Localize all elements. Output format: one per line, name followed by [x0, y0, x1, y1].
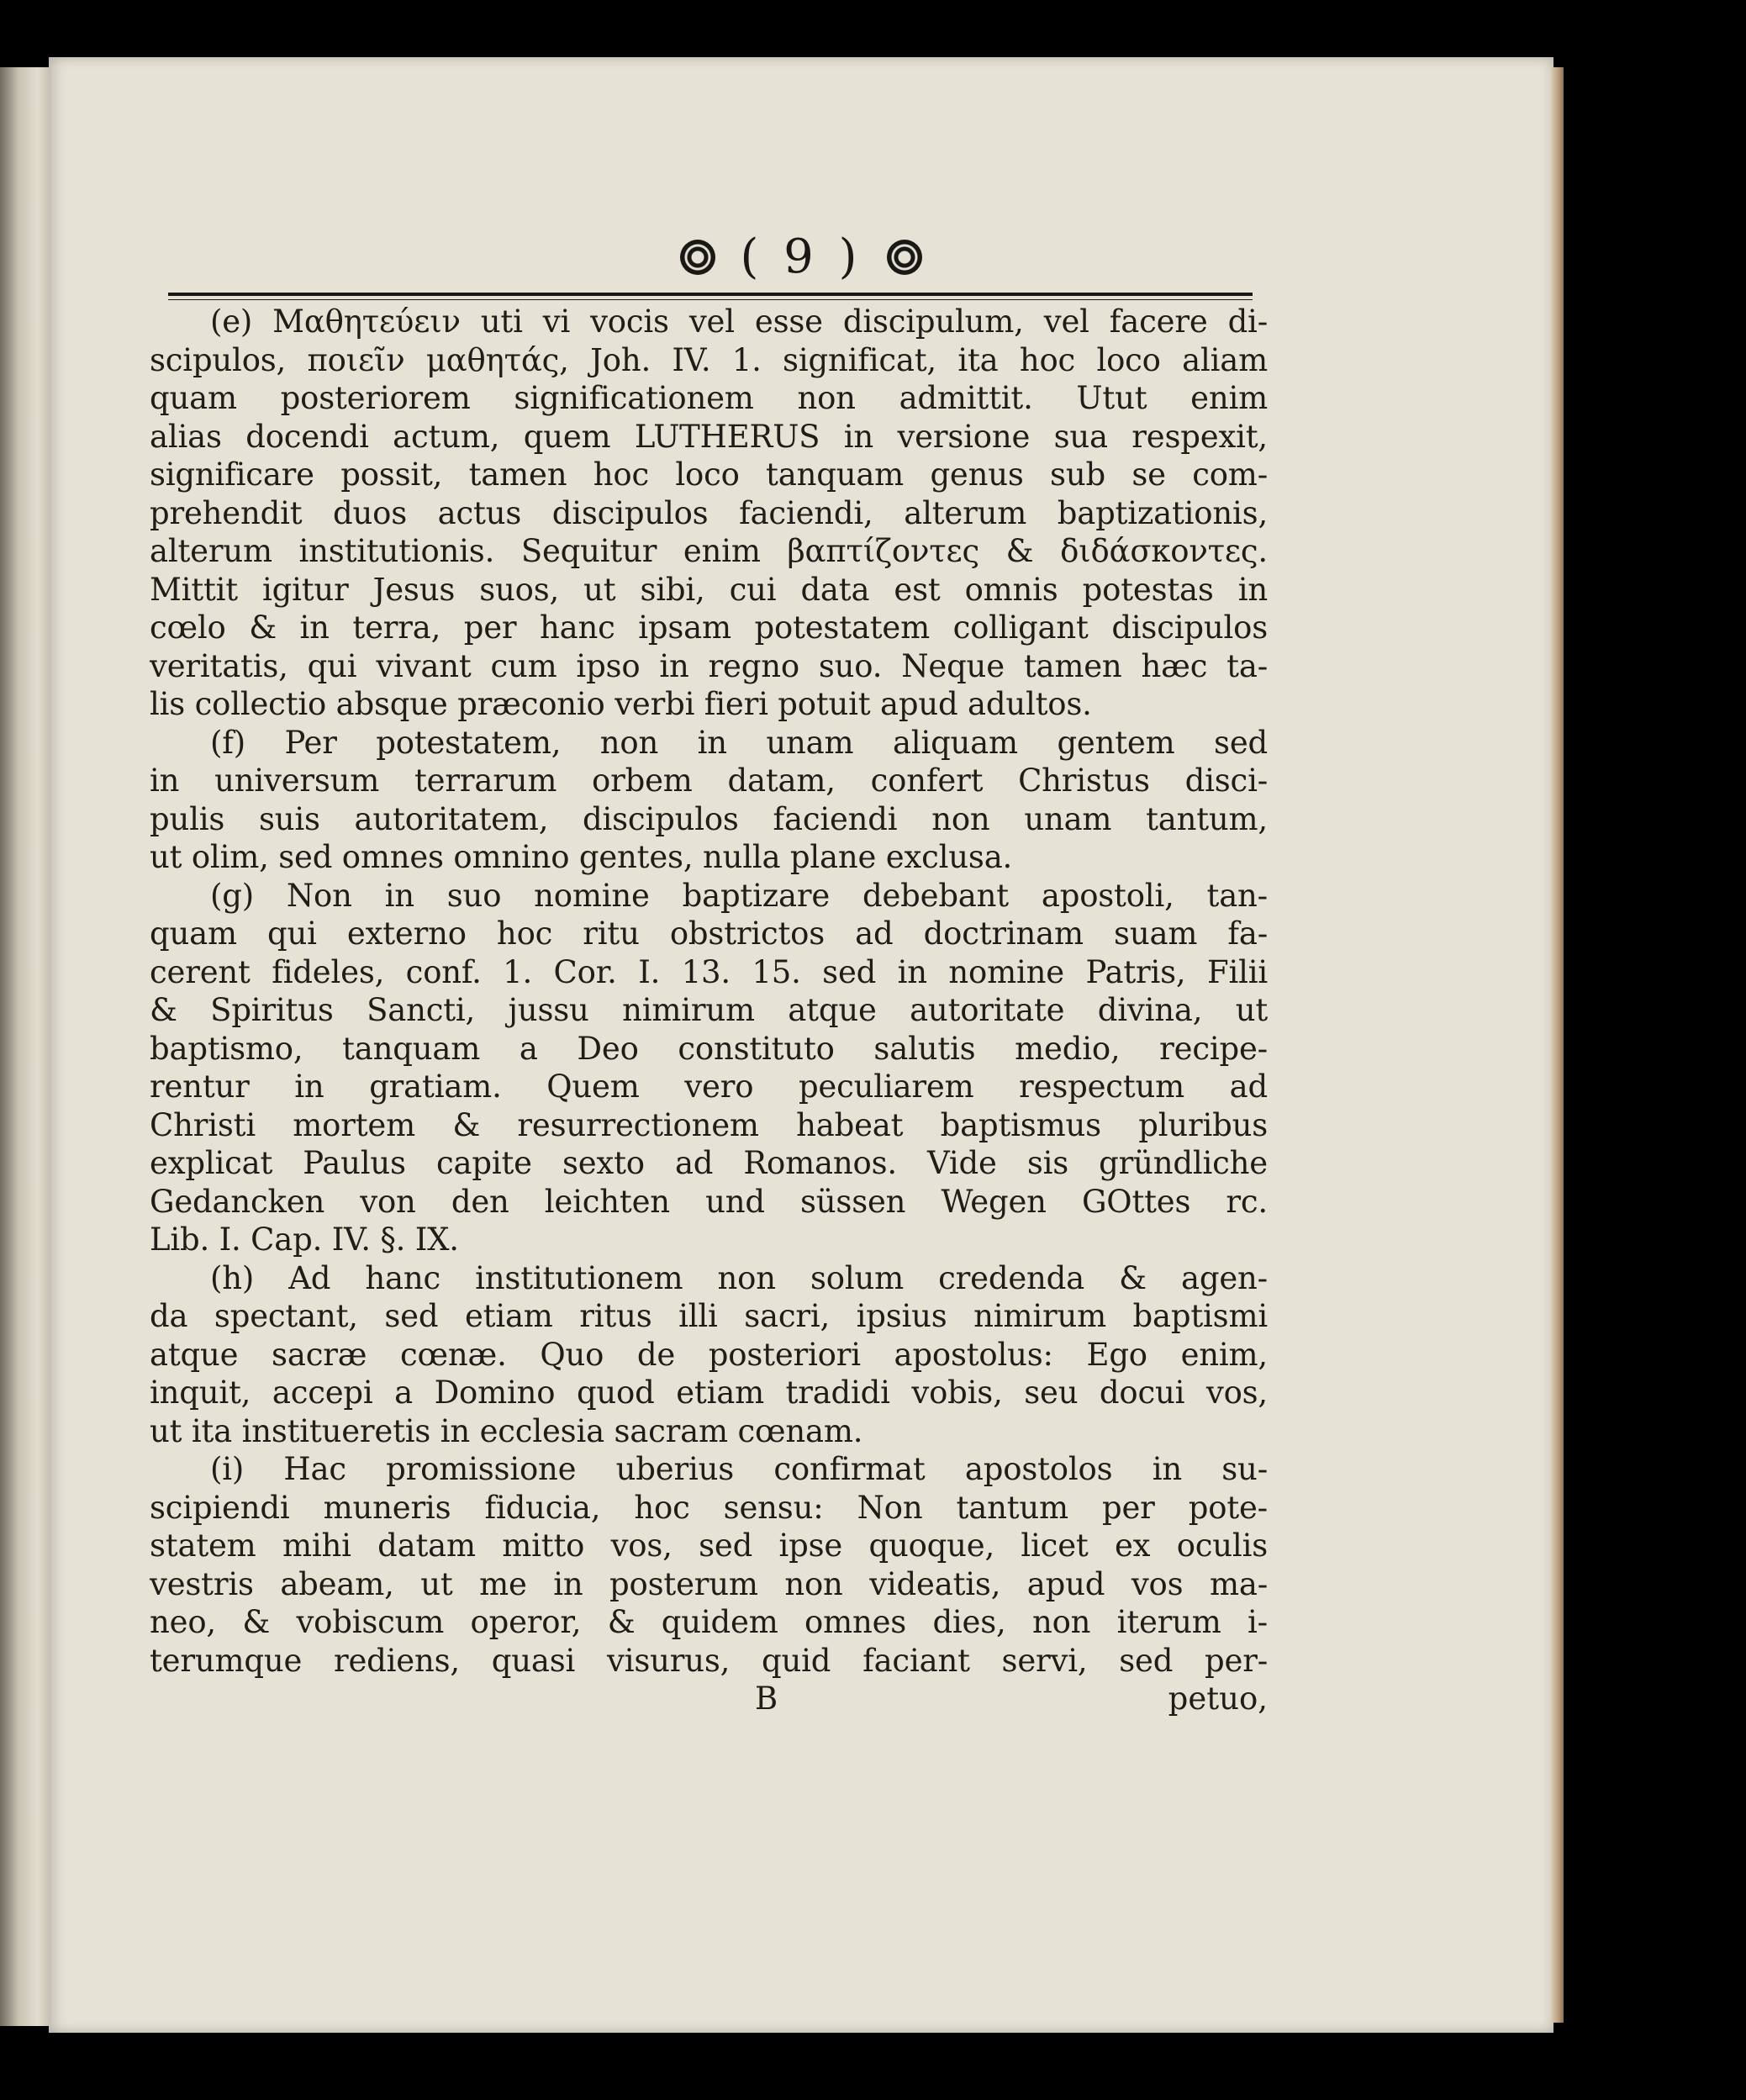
text-line: quam posteriorem significationem non admittit. Utut enim: [150, 380, 1268, 416]
text-line: inquit, accepi a Domino quod etiam tradidi vobis, seu docui vos,: [150, 1374, 1268, 1411]
text-line: vestris abeam, ut me in posterum non videatis, apud vos ma-: [150, 1565, 1268, 1602]
text-line: prehendit duos actus discipulos faciendi, alterum baptizationis,: [150, 494, 1268, 531]
text-line: pulis suis autoritatem, discipulos faciendi non unam tantum,: [150, 800, 1268, 837]
text-line: in universum terrarum orbem datam, confert Christus disci-: [150, 762, 1268, 799]
catchword: petuo,: [1168, 1681, 1268, 1717]
header-rule-thin: [168, 299, 1253, 300]
text-line: ut olim, sed omnes omnino gentes, nulla plane exclusa.: [150, 839, 1013, 875]
text-line: quam qui externo hoc ritu obstrictos ad doctrinam suam fa-: [150, 915, 1268, 952]
text-line: (e) Μαθητεύειν uti vi vocis vel esse discipulum, vel facere di-: [210, 303, 1268, 340]
text-line: statem mihi datam mitto vos, sed ipse quoque, licet ex oculis: [150, 1528, 1268, 1564]
text-line: veritatis, qui vivant cum ipso in regno suo. Neque tamen hæc ta-: [150, 647, 1268, 684]
page-fore-edge: [1552, 67, 1564, 2023]
book-page: [49, 57, 1553, 2033]
text-line: da spectant, sed etiam ritus illi sacri, ipsius nimirum baptismi: [150, 1298, 1268, 1334]
text-line: alterum institutionis. Sequitur enim βαπτίζοντες & διδάσκοντες.: [150, 533, 1268, 569]
text-line: cœlo & in terra, per hanc ipsam potestatem colligant discipulos: [150, 609, 1268, 646]
text-line: atque sacræ cœnæ. Quo de posteriori apostolus: Ego enim,: [150, 1336, 1268, 1373]
text-line: Mittit igitur Jesus suos, ut sibi, cui data est omnis potestas in: [150, 571, 1268, 608]
text-line: lis collectio absque præconio verbi fieri potuit apud adultos.: [150, 686, 1092, 722]
text-line: Christi mortem & resurrectionem habeat baptismus pluribus: [150, 1106, 1268, 1143]
text-line: (f) Per potestatem, non in unam aliquam gentem sed: [210, 724, 1268, 761]
text-line: ut ita institueretis in ecclesia sacram cœnam.: [150, 1412, 863, 1449]
page-header: [49, 230, 1553, 288]
text-line: cerent fideles, conf. 1. Cor. I. 13. 15. sed in nomine Patris, Filii: [150, 953, 1268, 990]
text-line: alias docendi actum, quem LUTHERUS in versione sua respexit,: [150, 418, 1268, 455]
text-line: Lib. I. Cap. IV. §. IX.: [150, 1221, 459, 1258]
text-line: terumque rediens, quasi visurus, quid faciant servi, sed per-: [150, 1642, 1268, 1679]
signature-mark: B: [755, 1681, 778, 1717]
text-line: baptismo, tanquam a Deo constituto salutis medio, recipe-: [150, 1030, 1268, 1067]
text-line: (g) Non in suo nomine baptizare debebant apostoli, tan-: [210, 877, 1268, 914]
facing-page-edge: [0, 67, 54, 2026]
right-ornament-icon: [887, 240, 922, 275]
text-line: (h) Ad hanc institutionem non solum credenda & agen-: [210, 1259, 1268, 1296]
page-footer: [150, 1680, 1268, 1718]
text-line: (i) Hac promissione uberius confirmat apostolos in su-: [210, 1451, 1268, 1487]
text-line: Gedancken von den leichten und süssen Wegen GOttes rc.: [150, 1183, 1268, 1220]
text-line: & Spiritus Sancti, jussu nimirum atque autoritate divina, ut: [150, 992, 1268, 1028]
page-number: ( 9 ): [740, 230, 862, 284]
left-ornament-icon: [680, 240, 715, 275]
text-line: neo, & vobiscum operor, & quidem omnes dies, non iterum i-: [150, 1604, 1268, 1640]
text-line: explicat Paulus capite sexto ad Romanos. Vide sis gründliche: [150, 1145, 1268, 1181]
text-line: significare possit, tamen hoc loco tanquam genus sub se com-: [150, 456, 1268, 493]
header-rule: [168, 293, 1253, 296]
footnote-text-block: [150, 303, 1268, 1718]
text-line: scipiendi muneris fiducia, hoc sensu: Non tantum per pote-: [150, 1489, 1268, 1526]
text-line: scipulos, ποιεῖν μαθητάς, Joh. IV. 1. significat, ita hoc loco aliam: [150, 341, 1268, 378]
text-line: rentur in gratiam. Quem vero peculiarem respectum ad: [150, 1068, 1268, 1105]
